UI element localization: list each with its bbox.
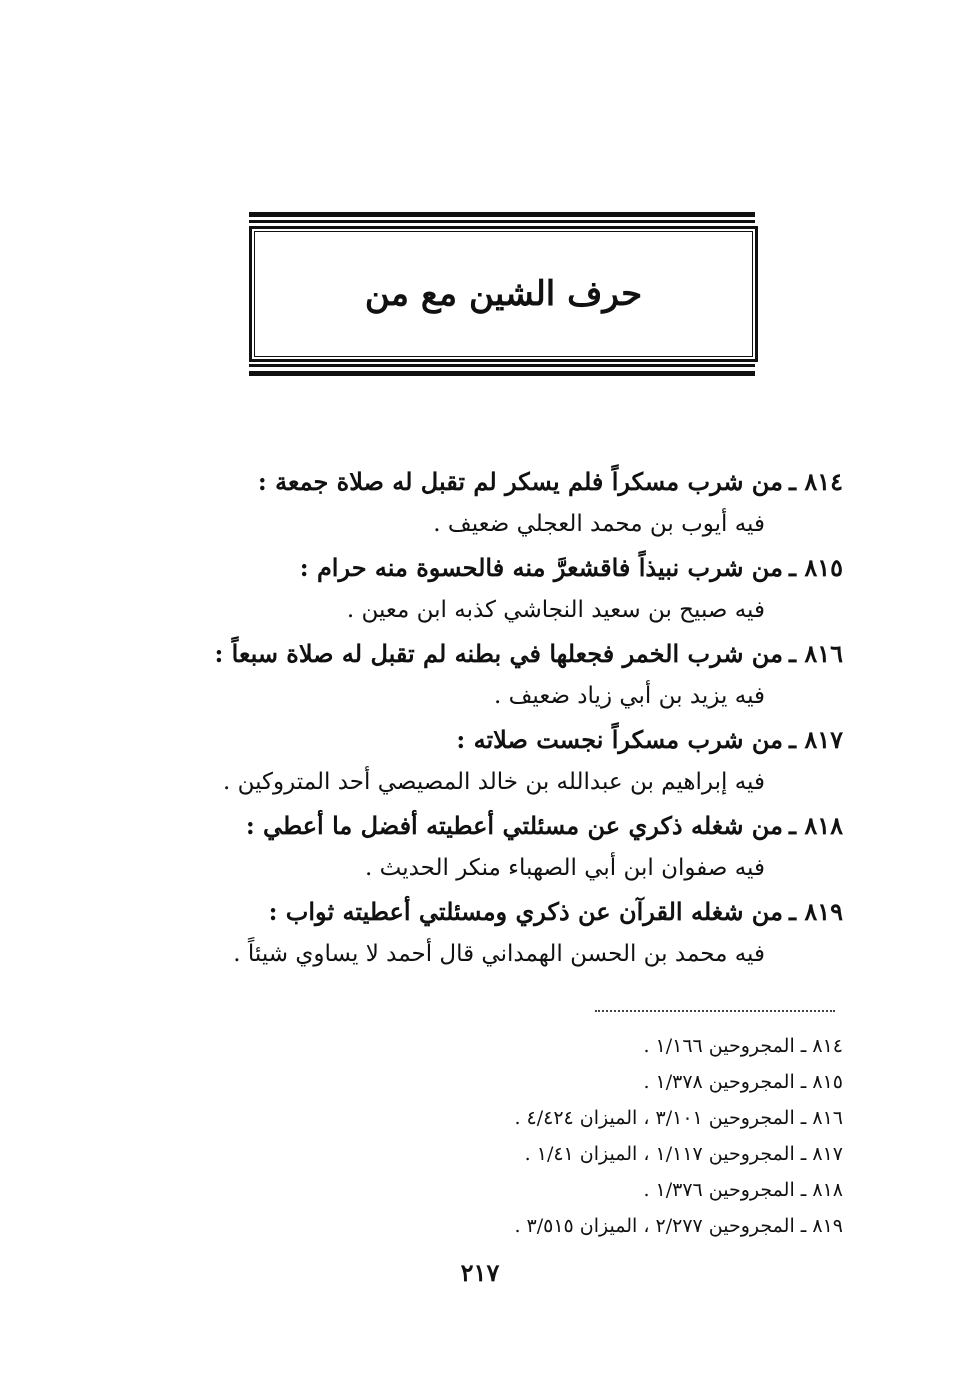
entry-text-line: [203, 804, 843, 847]
entry-818: [203, 804, 843, 890]
entry-text: من شرب نبيذاً فاقشعرَّ منه فالحسوة منه حرام :: [299, 553, 783, 582]
entry-text-line: [203, 718, 843, 761]
entry-number: ٨١٥ ـ: [788, 553, 843, 582]
entry-number: ٨١٦ ـ: [788, 639, 843, 668]
title-bottom-rule-thin: [249, 364, 755, 367]
footnote-816: ٨١٦ ـ المجروحين ٣/١٠١ ، الميزان ٤/٤٢٤ .: [514, 1107, 843, 1129]
footnotes: [343, 1028, 843, 1244]
entry-text-line: [203, 632, 843, 675]
entry-text-line: [203, 546, 843, 589]
entry-number: ٨١٧ ـ: [788, 725, 843, 754]
entry-817: [203, 718, 843, 804]
entry-note: فيه صبيح بن سعيد النجاشي كذبه ابن معين .: [346, 597, 765, 623]
footnote-818: ٨١٨ ـ المجروحين ١/٣٧٦ .: [643, 1179, 843, 1201]
entry-819: [203, 890, 843, 976]
entry-number: ٨١٤ ـ: [788, 467, 843, 496]
entry-note: فيه صفوان ابن أبي الصهباء منكر الحديث .: [364, 855, 765, 881]
entry-text: من شغله ذكري عن مسئلتي أعطيته أفضل ما أعطي :: [245, 811, 783, 840]
entry-text: من شرب مسكراً فلم يسكر لم تقبل له صلاة جمعة :: [257, 467, 783, 496]
footnote-819: ٨١٩ ـ المجروحين ٢/٢٧٧ ، الميزان ٣/٥١٥ .: [514, 1215, 843, 1237]
entry-816: [203, 632, 843, 718]
chapter-title: حرف الشين مع من: [364, 274, 643, 314]
hadith-entries: [203, 460, 843, 976]
entry-text-line: [203, 890, 843, 933]
entry-note: فيه محمد بن الحسن الهمداني قال أحمد لا يساوي شيئاً .: [233, 941, 765, 967]
footnote-817: ٨١٧ ـ المجروحين ١/١١٧ ، الميزان ١/٤١ .: [524, 1143, 843, 1165]
page-number: ٢١٧: [460, 1258, 500, 1287]
entry-note: فيه إبراهيم بن عبدالله بن خالد المصيصي أحد المتروكين .: [222, 769, 765, 795]
footnote-814: ٨١٤ ـ المجروحين ١/١٦٦ .: [643, 1035, 843, 1057]
chapter-title-frame: [249, 226, 758, 362]
entry-text: من شرب الخمر فجعلها في بطنه لم تقبل له صلاة سبعاً :: [214, 639, 783, 668]
entry-text-line: [203, 460, 843, 503]
entry-note: فيه يزيد بن أبي زياد ضعيف .: [493, 683, 765, 709]
title-top-rule-thin: [249, 220, 755, 223]
entry-814: [203, 460, 843, 546]
entry-text: من شرب مسكراً نجست صلاته :: [456, 725, 783, 754]
footnote-815: ٨١٥ ـ المجروحين ١/٣٧٨ .: [643, 1071, 843, 1093]
entry-number: ٨١٩ ـ: [788, 897, 843, 926]
title-bottom-rule-thick: [249, 371, 755, 376]
footnote-separator: [595, 1010, 835, 1012]
entry-815: [203, 546, 843, 632]
entry-number: ٨١٨ ـ: [788, 811, 843, 840]
entry-note: فيه أيوب بن محمد العجلي ضعيف .: [433, 511, 765, 537]
entry-text: من شغله القرآن عن ذكري ومسئلتي أعطيته ثواب :: [268, 897, 783, 926]
title-top-rule-thick: [249, 212, 755, 217]
